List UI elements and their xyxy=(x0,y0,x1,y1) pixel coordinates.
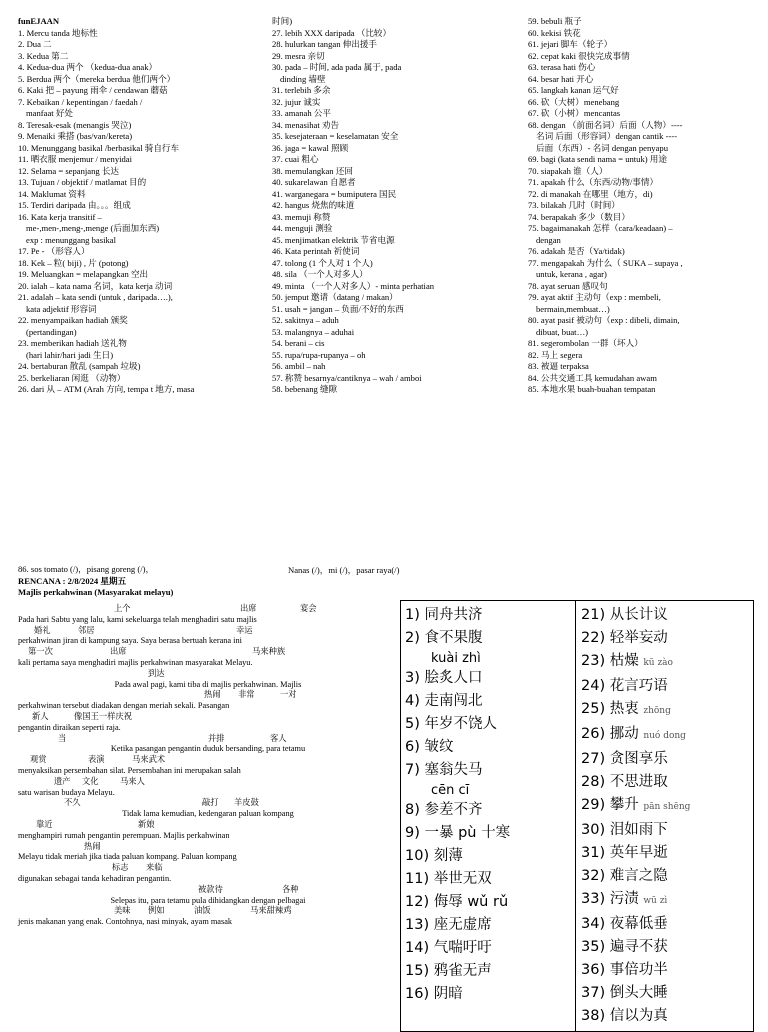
idiom-table xyxy=(400,600,754,1032)
idiom-item xyxy=(581,627,749,650)
vocab-line: 41. warganegara = bumiputera 国民 xyxy=(272,188,397,199)
gloss-word: 文化 xyxy=(82,776,99,786)
idiom-item xyxy=(581,748,749,771)
idiom-text: 36) 事倍功半 xyxy=(581,962,668,978)
vocab-line: 64. besar hati 开心 xyxy=(528,73,594,84)
gloss-word: 宴会 xyxy=(300,604,317,613)
idiom-item xyxy=(405,604,573,627)
vocab-line: 16. Kata kerja transitif – xyxy=(18,211,102,222)
gloss-line xyxy=(18,906,398,917)
idiom-item xyxy=(581,675,749,698)
idiom-item xyxy=(581,604,749,627)
idiom-text: 10) 刻薄 xyxy=(405,848,463,864)
essay-line: Selepas itu, para tetamu pula dihidangkan dengan pelbagai xyxy=(110,895,306,905)
vocab-line: 78. ayat seruan 感叹句 xyxy=(528,280,608,291)
idiom-text: 5) 年岁不饶人 xyxy=(405,716,497,732)
vocab-line: 32. jujur 诚实 xyxy=(272,96,321,107)
idiom-text: 38) 信以为真 xyxy=(581,1008,668,1024)
idiom-text: 33) 污渍 xyxy=(581,891,639,907)
pinyin-note: zhōng xyxy=(643,706,671,716)
vocab-line: 51. usah = jangan – 负面/不好的东西 xyxy=(272,303,404,314)
idiom-text: 31) 英年早逝 xyxy=(581,845,668,861)
idiom-column-right xyxy=(581,604,749,1028)
gloss-line xyxy=(18,885,398,896)
vocab-line: 38. memulangkan 还回 xyxy=(272,165,353,176)
vocab-line: 5. Berdua 两个（mereka berdua 他们两个） xyxy=(18,73,176,84)
vocab-line: 11. 晒衣服 menjemur / menyidai xyxy=(18,154,133,164)
idiom-text: 15) 鸦雀无声 xyxy=(405,963,492,979)
vocab-line: 20. ialah – kata nama 名词，kata kerja 动词 xyxy=(18,280,173,291)
vocab-line: 81. segerombolan 一群（坏人） xyxy=(528,338,643,348)
gloss-word: 到达 xyxy=(148,668,165,678)
vocab-line: 66. 砍（大树）menebang xyxy=(528,96,620,107)
vocab-line: 后面（东西）- 名词 dengan penyapu xyxy=(536,142,668,153)
vocab-line: 12. Selama = sepanjang 长达 xyxy=(18,165,120,176)
idiom-item xyxy=(581,936,749,959)
idiom-text: 26) 挪动 xyxy=(581,726,639,742)
vocab-line: 时间) xyxy=(272,16,293,26)
idiom-text: 22) 轻举妄动 xyxy=(581,630,668,646)
idiom-item xyxy=(405,937,573,960)
idiom-text: 1) 同舟共济 xyxy=(405,607,483,623)
idiom-item xyxy=(405,983,573,1006)
idiom-item xyxy=(405,960,573,983)
pinyin-line: cēn cī xyxy=(431,783,470,798)
gloss-line xyxy=(18,777,398,788)
vocab-line: kata adjektif 形容词 xyxy=(26,303,97,314)
vocab-line: 9. Menaiki 乘搭 (bas/van/kereta) xyxy=(18,131,133,141)
vocab-line: 44. menguji 测验 xyxy=(272,223,333,233)
gloss-word: 马来人 xyxy=(120,776,145,786)
idiom-text: 27) 贪图享乐 xyxy=(581,751,668,767)
gloss-word: 美味 xyxy=(114,906,131,916)
vocab-line: 名词 后面（形容词）dengan cantik ---- xyxy=(536,131,678,141)
gloss-word: 像国王一样庆祝 xyxy=(74,711,133,721)
vocab-line: 37. cuai 粗心 xyxy=(272,154,319,164)
gloss-line xyxy=(18,842,398,853)
vocab-line: 36. jaga = kawal 照顾 xyxy=(272,142,349,153)
vocab-line: bermain,membuat…) xyxy=(536,303,610,314)
vocab-line: 69. bagi (kata sendi nama = untuk) 用途 xyxy=(528,154,667,164)
essay-title: Majlis perkahwinan (Masyarakat melayu) xyxy=(18,587,174,597)
vocab-line: 40. sukarelawan 自愿者 xyxy=(272,177,356,187)
idiom-item xyxy=(581,794,749,819)
gloss-word: 新人 xyxy=(32,711,49,721)
idiom-item xyxy=(405,822,573,845)
gloss-word: 非常 xyxy=(238,690,255,700)
vocab-line: 29. mesra 亲切 xyxy=(272,50,325,61)
idiom-text: 25) 热衷 xyxy=(581,701,639,717)
vocab-line: untuk, kerana , agar) xyxy=(536,269,607,279)
vocab-line: 21. adalah – kata sendi (untuk , daripada….), xyxy=(18,292,173,302)
gloss-word: 观赏 xyxy=(30,755,47,765)
vocab-line: 24. bertaburan 散乱 (sampah 垃圾) xyxy=(18,361,141,371)
idiom-text: 34) 夜幕低垂 xyxy=(581,916,668,932)
idiom-item xyxy=(581,959,749,982)
gloss-word: 羊皮鼓 xyxy=(234,798,259,808)
vocab-line: dinding 墙壁 xyxy=(280,73,326,84)
vocab-line: 28. hulurkan tangan 伸出援手 xyxy=(272,39,378,49)
idiom-item xyxy=(405,736,573,759)
vocab-line: 70. siapakah 谁（人） xyxy=(528,165,608,176)
idiom-text: 21) 从长计议 xyxy=(581,607,668,623)
vocab-line: 57. 称赞 besarnya/cantiknya – wah / amboi xyxy=(272,372,422,383)
idiom-item xyxy=(581,982,749,1005)
vocab-line: 49. minta （一个人对多人）- minta perhatian xyxy=(272,280,435,291)
essay-line: Pada hari Sabtu yang lalu, kami sekeluarga telah menghadiri satu majlis xyxy=(18,614,257,624)
vocab-line: 7. Kebaikan / kepentingan / faedah / xyxy=(18,96,143,107)
idiom-text: 37) 倒头大睡 xyxy=(581,985,668,1001)
vocab-line: 55. rupa/rupa-rupanya – oh xyxy=(272,349,366,360)
vocab-line: 84. 公共交通工具 kemudahan awam xyxy=(528,372,657,383)
idiom-column-left xyxy=(405,604,573,1006)
gloss-line xyxy=(18,820,398,831)
vocab-line: exp : menunggang basikal xyxy=(26,234,116,245)
idiom-text: 32) 难言之隐 xyxy=(581,868,668,884)
vocab-line: 3. Kedua 第二 xyxy=(18,50,69,61)
gloss-line xyxy=(18,690,398,701)
idiom-item xyxy=(581,865,749,888)
vocab-line: 19. Meluangkan = melapangkan 空出 xyxy=(18,269,149,279)
idiom-item xyxy=(581,650,749,675)
gloss-word: 出席 xyxy=(110,647,127,657)
vocab-line: 53. malangnya – aduhai xyxy=(272,326,355,337)
idiom-item xyxy=(405,799,573,822)
food-line: 86. sos tomato (/)，pisang goreng (/)， xyxy=(18,564,155,574)
vocab-line: 73. bilakah 几时（时间） xyxy=(528,200,620,210)
gloss-line xyxy=(18,604,398,615)
gloss-word: 客人 xyxy=(270,733,287,743)
idiom-item xyxy=(581,913,749,936)
idiom-text: 11) 举世无双 xyxy=(405,871,492,887)
vocab-line: 79. ayat aktif 主动句（exp : membeli, xyxy=(528,292,661,302)
vocab-line: 27. lebih XXX daripada （比较） xyxy=(272,27,392,38)
gloss-word: 马来种族 xyxy=(252,647,286,657)
essay-line: Melayu tidak meriah jika tiada paluan kompang. Paluan kompang xyxy=(18,852,237,862)
idiom-item xyxy=(405,914,573,937)
gloss-word: 新娘 xyxy=(138,819,155,829)
section-heading: funEJAAN xyxy=(18,16,60,26)
vocab-line: 34. menasihat 劝告 xyxy=(272,119,340,130)
vocab-line: 71. apakah 什么（东西/动物/事情） xyxy=(528,177,659,187)
gloss-line xyxy=(18,863,398,874)
idiom-item xyxy=(405,845,573,868)
gloss-line xyxy=(18,734,398,745)
idiom-item xyxy=(581,698,749,723)
gloss-word: 马来武术 xyxy=(132,755,166,765)
vocab-line: 63. terasa hati 伤心 xyxy=(528,62,596,72)
vocab-line: 18. Kek – 粒( biji) , 片 (potong) xyxy=(18,257,129,268)
gloss-word: 上个 xyxy=(114,604,131,613)
gloss-word: 标志 xyxy=(112,863,129,873)
gloss-word: 例如 xyxy=(148,906,165,916)
idiom-text: 14) 气喘吁吁 xyxy=(405,940,492,956)
vocab-line: 48. sila （一个人对多人） xyxy=(272,269,368,279)
essay-line: menghampiri rumah pengantin perempuan. Majlis perkahwinan xyxy=(18,830,230,840)
vocab-line: 59. bebuli 瓶子 xyxy=(528,16,582,26)
idiom-item xyxy=(581,723,749,748)
food-line-right: Nanas (/)，mi (/)，pasar raya(/) xyxy=(288,565,400,575)
gloss-word: 敲打 xyxy=(202,798,219,808)
vocab-line: 68. dengan （前面名词）后面（人物）---- xyxy=(528,119,683,130)
vocab-line: 13. Tujuan / objektif / matlamat 目的 xyxy=(18,177,147,187)
gloss-word: 幸运 xyxy=(236,625,253,635)
vocab-line: 14. Maklumat 资料 xyxy=(18,188,86,199)
essay-body xyxy=(18,604,398,928)
gloss-word: 靠近 xyxy=(36,819,53,829)
gloss-word: 当 xyxy=(58,733,67,743)
essay-line: pengantin diraikan seperti raja. xyxy=(18,722,121,732)
pinyin-note: nuó dong xyxy=(643,731,686,741)
idiom-text: 8) 参差不齐 xyxy=(405,802,483,818)
vocab-line: 85. 本地水果 buah-buahan tempatan xyxy=(528,384,656,394)
idiom-text: 4) 走南闯北 xyxy=(405,693,483,709)
vocab-line: 74. berapakah 多少（数目） xyxy=(528,211,630,222)
pinyin-note: kū zào xyxy=(643,658,673,668)
idiom-item xyxy=(405,667,573,690)
idiom-text: 30) 泪如雨下 xyxy=(581,822,668,838)
vocab-line: 45. menjimatkan elektrik 节省电源 xyxy=(272,234,395,245)
vocab-line: (hari lahir/hari jadi 生日) xyxy=(26,349,114,360)
pinyin-note: pān shēng xyxy=(643,802,691,812)
gloss-word: 马来甜辣鸡 xyxy=(250,906,292,916)
vocab-line: 22. menyampaikan hadiah 颁奖 xyxy=(18,315,128,325)
gloss-line xyxy=(18,755,398,766)
essay-line: Pada awal pagi, kami tiba di majlis perkahwinan. Majlis xyxy=(114,679,302,689)
gloss-line xyxy=(18,647,398,658)
essay-line: menyaksikan persembahan silat. Persembahan ini merupakan salah xyxy=(18,765,241,775)
vocab-line: 15. Terdiri daripada 由。。。组成 xyxy=(18,200,131,210)
idiom-item xyxy=(581,819,749,842)
idiom-text: 29) 攀升 xyxy=(581,797,639,813)
vocab-line: 42. hangus 烧焦的味道 xyxy=(272,200,355,210)
vocab-line: 30. pada – 时间, ada pada 属于, pada xyxy=(272,62,402,72)
pinyin-note: wū zì xyxy=(643,896,668,906)
idiom-text: 6) 皱纹 xyxy=(405,739,454,755)
vocab-line: 46. Kata perintah 祈使词 xyxy=(272,246,360,256)
idiom-text: 3) 脍炙人口 xyxy=(405,670,483,686)
vocab-line: 76. adakah 是否（Ya/tidak) xyxy=(528,246,625,256)
vocab-line: 77. mengapakah 为什么（ SUKA – supaya , xyxy=(528,257,683,268)
vocab-line: 50. jemput 邀请（datang / makan） xyxy=(272,292,398,302)
gloss-word: 不久 xyxy=(64,798,81,808)
idiom-item xyxy=(581,888,749,913)
gloss-line xyxy=(18,626,398,637)
essay-line: Tidak lama kemudian, kedengaran paluan kompang xyxy=(122,809,294,819)
idiom-text: 28) 不思进取 xyxy=(581,774,668,790)
idiom-item xyxy=(581,842,749,865)
idiom-text: 13) 座无虚席 xyxy=(405,917,492,933)
pinyin-line: kuài zhì xyxy=(431,651,481,666)
gloss-word: 一对 xyxy=(280,690,297,700)
vocab-line: 61. jejari 脚车（轮子） xyxy=(528,39,613,49)
vocab-column-3 xyxy=(528,16,758,396)
idiom-text: 23) 枯燥 xyxy=(581,653,639,669)
vocab-line: 2. Dua 二 xyxy=(18,39,52,49)
idiom-item xyxy=(405,627,573,650)
gloss-word: 油饭 xyxy=(194,906,211,916)
idiom-item xyxy=(405,713,573,736)
vocab-line: 31. terlebih 多余 xyxy=(272,85,331,95)
gloss-word: 邻居 xyxy=(78,625,95,635)
vocab-line: 82. 马上 segera xyxy=(528,349,583,360)
vocab-line: 52. sakitnya – aduh xyxy=(272,315,339,325)
essay-line: Ketika pasangan pengantin duduk bersanding, para tetamu xyxy=(110,744,306,754)
vocab-line: 54. berani – cis xyxy=(272,338,325,348)
table-divider xyxy=(575,601,576,1031)
idiom-text: 7) 塞翁失马 xyxy=(405,762,483,778)
vocab-line: 4. Kedua-dua 两个 （kedua-dua anak） xyxy=(18,62,158,72)
gloss-word: 被款待 xyxy=(198,884,223,894)
essay-line: kali pertama saya menghadiri majlis perkahwinan masyarakat Melayu. xyxy=(18,657,253,667)
idiom-text: 35) 遍寻不获 xyxy=(581,939,668,955)
essay-line: jenis makanan yang enak. Contohnya, nasi minyak, ayam masak xyxy=(18,917,233,927)
idiom-text: 2) 食不果腹 xyxy=(405,630,483,646)
vocab-line: 80. ayat pasif 被动句（exp : dibeli, dimain, xyxy=(528,315,680,325)
idiom-item xyxy=(405,868,573,891)
gloss-word: 来临 xyxy=(146,863,163,873)
idiom-item xyxy=(405,759,573,782)
vocab-column-2 xyxy=(272,16,522,396)
vocab-line: 6. Kaki 把 – payung 雨伞 / cendawan 蘑菇 xyxy=(18,85,168,95)
vocab-line: 8. Teresak-esak (menangis 哭泣) xyxy=(18,119,132,130)
idiom-item xyxy=(581,1005,749,1028)
gloss-word: 第一次 xyxy=(28,647,53,657)
essay-line: perkahwinan tersebut diadakan dengan meriah sekali. Pasangan xyxy=(18,701,230,711)
vocab-line: 23. memberikan hadiah 送礼物 xyxy=(18,338,127,348)
gloss-word: 表演 xyxy=(88,755,105,765)
vocab-line: 62. cepat kaki 很快完成事情 xyxy=(528,50,630,61)
gloss-word: 各种 xyxy=(282,884,299,894)
gloss-line xyxy=(18,798,398,809)
vocab-line: 72. di manakah 在哪里（地方，di) xyxy=(528,188,653,199)
vocab-line: 35. kesejateraan = keselamatan 安全 xyxy=(272,131,399,141)
vocab-line: 26. dari 从 – ATM (Arah 方向, tempa t 地方, masa xyxy=(18,384,195,394)
essay-line: digunakan sebagai tanda kehadiran pengantin. xyxy=(18,873,172,883)
vocab-line: 17. Pe - （形容人） xyxy=(18,246,90,256)
vocab-line: 67. 砍（小树）mencantas xyxy=(528,108,621,118)
idiom-text: 16) 阴暗 xyxy=(405,986,463,1002)
vocab-line: dengan xyxy=(536,234,561,245)
vocab-line: 56. ambil – nah xyxy=(272,361,326,371)
idiom-item xyxy=(581,771,749,794)
gloss-word: 出席 xyxy=(240,604,257,613)
vocab-line: manfaat 好处 xyxy=(26,108,74,118)
idiom-text: 9) 一暴 pù 十寒 xyxy=(405,825,511,841)
vocab-line: 43. memuji 称赞 xyxy=(272,211,331,222)
gloss-word: 并排 xyxy=(208,733,225,743)
vocab-line: 65. langkah kanan 运气好 xyxy=(528,85,619,95)
essay-line: satu warisan budaya Melayu. xyxy=(18,787,115,797)
vocab-line: 58. bebenang 缝隙 xyxy=(272,384,338,394)
vocab-line: 75. bagaimanakah 怎样（cara/keadaan) – xyxy=(528,223,673,233)
gloss-line xyxy=(18,669,398,680)
vocab-line: dibuat, buat…) xyxy=(536,326,589,337)
idiom-item xyxy=(405,891,573,914)
vocab-line: me-,men-,meng-,menge (后面加东西) xyxy=(26,223,160,233)
idiom-text: 24) 花言巧语 xyxy=(581,678,668,694)
rencana-date: RENCANA : 2/8/2024 星期五 xyxy=(18,575,127,586)
gloss-word: 热闹 xyxy=(84,841,101,851)
vocab-line: 83. 被逼 terpaksa xyxy=(528,361,589,371)
idiom-text: 12) 侮辱 wǔ rǔ xyxy=(405,894,509,910)
gloss-word: 遗产 xyxy=(54,776,71,786)
vocab-line: 10. Menunggang basikal /berbasikal 骑自行车 xyxy=(18,142,180,153)
vocab-line: 33. amanah 公平 xyxy=(272,108,331,118)
gloss-word: 婚礼 xyxy=(34,625,51,635)
gloss-line xyxy=(18,712,398,723)
vocab-column-1 xyxy=(18,16,268,396)
vocab-line: (pertandingan) xyxy=(26,326,77,337)
vocab-line: 25. berkeliaran 闲逛 （动物） xyxy=(18,372,126,383)
vocab-line: 1. Mercu tanda 地标性 xyxy=(18,27,98,38)
vocab-line: 60. kekisi 铁花 xyxy=(528,27,581,38)
essay-line: perkahwinan jiran di kampung saya. Saya berasa bertuah kerana ini xyxy=(18,636,242,646)
vocab-line: 47. tolong (1 个人对 1 个人) xyxy=(272,257,373,268)
gloss-word: 热闹 xyxy=(204,690,221,700)
idiom-item xyxy=(405,690,573,713)
